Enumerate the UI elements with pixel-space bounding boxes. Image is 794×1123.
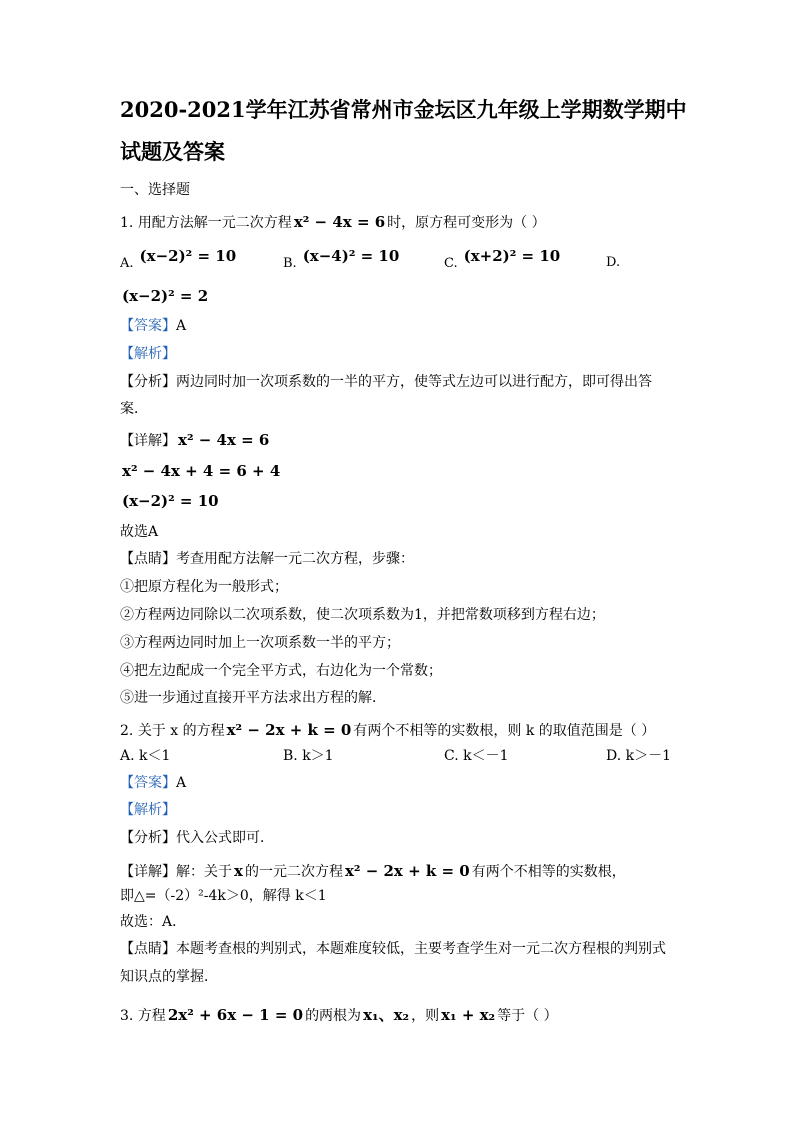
option-label: B.: [283, 748, 298, 764]
math-equation: 2x² + 6x − 1 = 0: [167, 1006, 304, 1024]
choose-line: 故选A: [120, 524, 159, 540]
detail-tag: 【详解】: [120, 864, 176, 880]
math-equation: x² − 4x = 6: [293, 213, 386, 231]
fenxi-line: [120, 372, 652, 392]
question-text: 方程: [137, 1008, 166, 1024]
question-2: [120, 720, 655, 741]
answer-tag: 【答案】: [120, 775, 176, 791]
math-roots: x₁、x₂: [363, 1006, 410, 1024]
answer-line: [120, 316, 186, 336]
option-label: C.: [444, 748, 459, 764]
analysis-tag: 【解析】: [120, 346, 176, 362]
option-expr: (x−2)² = 2: [122, 287, 209, 305]
fenxi-line-2: 案．: [120, 401, 148, 417]
question-1: [120, 212, 546, 233]
math-equation: x² − 2x + k = 0: [344, 862, 470, 880]
dianjing-line: [120, 549, 414, 569]
doc-title-line2: 试题及答案: [120, 139, 225, 164]
answer-value: A: [176, 775, 187, 791]
math-sum: x₁ + x₂: [441, 1006, 496, 1024]
fenxi-text: 两边同时加一次项系数的一半的平方，使等式左边可以进行配方，即可得出答: [176, 374, 652, 390]
question-text: 有两个不相等的实数根，则 k 的取值范围是（ ）: [353, 723, 656, 739]
question-text: 关于 x 的方程: [137, 723, 225, 739]
option-label: B.: [283, 256, 297, 271]
step-item: ②方程两边同除以二次项系数，使二次项系数为1，并把常数项移到方程右边；: [120, 607, 605, 623]
option-expr: (x+2)² = 10: [463, 247, 561, 265]
detail-eq-3: [120, 491, 221, 512]
option-a: [120, 746, 170, 766]
option-c: [444, 246, 562, 274]
math-equation: (x−2)² = 10: [122, 492, 219, 510]
math-equation: x² − 2x + k = 0: [226, 721, 352, 739]
option-label: C.: [444, 256, 458, 271]
question-text: 等于（ ）: [497, 1008, 558, 1024]
dianjing-line: [120, 939, 666, 959]
fenxi-text: 代入公式即可．: [176, 830, 274, 846]
option-label: D.: [606, 748, 622, 764]
dianjing-text: 考查用配方法解一元二次方程，步骤：: [176, 551, 414, 567]
question-number: 2.: [120, 723, 134, 739]
option-expr: k＜1: [139, 748, 171, 764]
option-b: [283, 746, 334, 766]
detail-eq-2: [120, 461, 282, 482]
question-text: 的两根为: [305, 1008, 362, 1024]
choose-line: 故选：A．: [120, 914, 187, 930]
question-text: 时，原方程可变形为（ ）: [387, 215, 546, 231]
math-equation: x² − 4x + 4 = 6 + 4: [122, 462, 281, 480]
analysis-tag: 【解析】: [120, 802, 176, 818]
step-item: ③方程两边同时加上一次项系数一半的平方；: [120, 635, 400, 651]
option-label: A.: [120, 748, 135, 764]
answer-tag: 【答案】: [120, 318, 176, 334]
step-item: ⑤进一步通过直接开平方法求出方程的解．: [120, 690, 386, 706]
question-number: 1.: [120, 215, 134, 231]
detail-line-2: 即△=（-2）²-4k＞0，解得 k＜1: [120, 888, 327, 904]
detail-tag: 【详解】: [120, 433, 176, 449]
answer-value: A: [176, 318, 187, 334]
option-expr: (x−4)² = 10: [302, 247, 400, 265]
detail-text: 的一元二次方程: [244, 864, 343, 880]
doc-title-line1: 2020-2021学年江苏省常州市金坛区九年级上学期数学期中: [120, 97, 687, 122]
option-d: [606, 246, 624, 273]
detail-line: [120, 430, 271, 451]
option-expr: k＞－1: [625, 748, 672, 764]
question-text: ，则: [411, 1008, 440, 1024]
fenxi-tag: 【分析】: [120, 830, 176, 846]
step-item: ①把原方程化为一般形式；: [120, 579, 288, 595]
option-expr: (x−2)² = 10: [139, 247, 237, 265]
option-label: D.: [606, 255, 621, 270]
fenxi-line: [120, 828, 274, 848]
answer-line: [120, 773, 186, 793]
question-text: 用配方法解一元二次方程: [137, 215, 292, 231]
dianjing-line-2: 知识点的掌握．: [120, 969, 218, 985]
step-item: ④把左边配成一个完全平方式，右边化为一个常数；: [120, 663, 442, 679]
option-expr: k＞1: [302, 748, 334, 764]
option-expr: k＜－1: [463, 748, 509, 764]
fenxi-tag: 【分析】: [120, 374, 176, 390]
section-heading: 一、选择题: [120, 182, 190, 198]
math-equation: x² − 4x = 6: [178, 431, 270, 449]
dianjing-text: 本题考查根的判别式，本题难度较低，主要考查学生对一元二次方程根的判别式: [176, 941, 666, 957]
dianjing-tag: 【点睛】: [120, 941, 176, 957]
math-variable: x: [234, 862, 243, 880]
option-a: [120, 246, 238, 274]
dianjing-tag: 【点睛】: [120, 551, 176, 567]
option-d: [606, 746, 671, 766]
option-c: [444, 746, 509, 766]
detail-text: 解：关于: [176, 864, 232, 880]
option-b: [283, 246, 401, 274]
question-3: [120, 1005, 558, 1026]
detail-line: [120, 861, 626, 882]
question-number: 3.: [120, 1008, 134, 1024]
option-label: A.: [120, 256, 134, 271]
option-d-expr: [120, 286, 210, 307]
detail-text: 有两个不相等的实数根，: [471, 864, 626, 880]
